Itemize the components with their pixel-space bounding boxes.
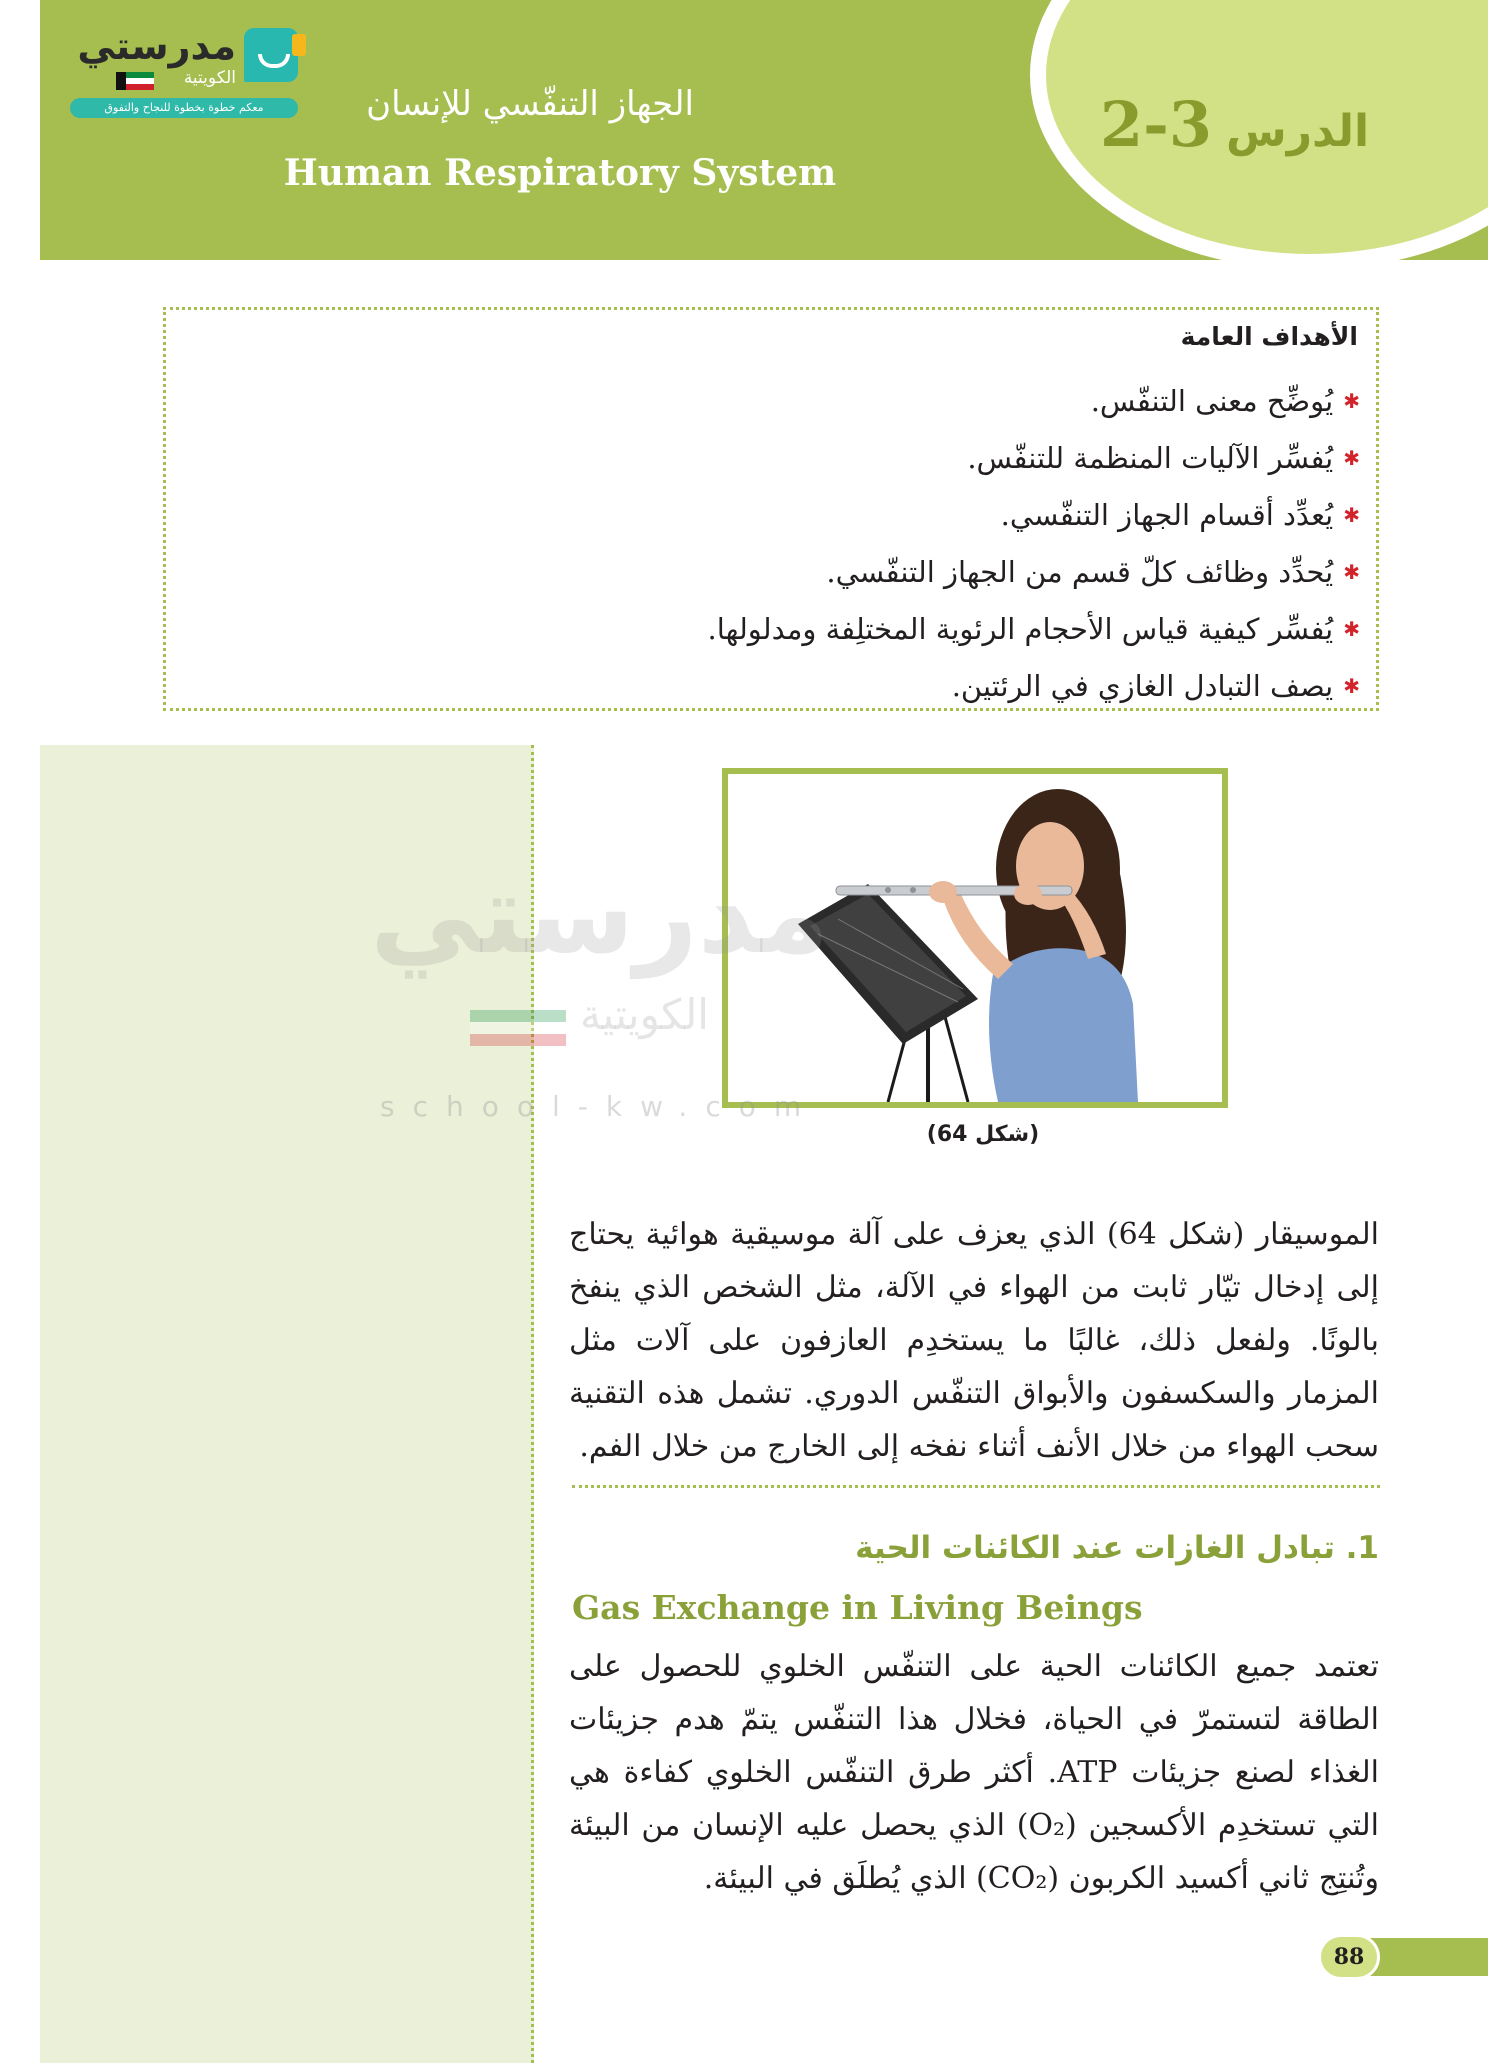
bullet-icon: ✱ [1343,445,1360,470]
logo-icon [244,28,298,82]
watermark-url: school-kw.com [380,1090,820,1123]
bullet-icon: ✱ [1343,559,1360,584]
bullet-icon: ✱ [1343,502,1360,527]
bullet-icon: ✱ [1343,673,1360,698]
logo-subtitle: الكويتية [183,68,236,88]
side-panel [40,745,534,2063]
bullet-icon: ✱ [1343,616,1360,641]
flute-player-illustration [728,774,1222,1102]
objective-item: ✱ يُفسِّر الآليات المنظمة للتنفّس. [967,440,1360,475]
objective-item: ✱ يُوضِّح معنى التنفّس. [1090,383,1360,418]
watermark-name: مدرستي [370,850,830,978]
figure-flute-player [722,768,1228,1108]
page-number: 88 [1318,1934,1380,1980]
section-divider [572,1485,1380,1488]
lesson-word: الدرس [1226,106,1370,157]
objectives-list [260,372,1360,714]
objectives-heading: الأهداف العامة [1180,322,1358,351]
brand-logo[interactable] [70,24,298,120]
logo-slogan: معكم خطوة بخطوة للنجاح والتفوق [70,98,298,118]
lesson-title-arabic: الجهاز التنفّسي للإنسان [366,84,694,124]
section-paragraph: تعتمد جميع الكائنات الحية على التنفّس الخلوي للحصول على الطاقة لتستمرّ في الحياة، فخلال هذا التنفّس يتمّ هدم جزيئات الغذاء لصنع جزيئات ATP. أكثر طرق التنفّس الخلوي كفاءة هي التي تستخدِم الأكسجين (O₂) الذي يحصل عليه الإنسان من البيئة وتُنتِج ثاني أكسيد الكربون (CO₂) الذي يُطلَق في البيئة. [569,1649,1379,1896]
figure-caption: (شكل 64) [926,1122,1040,1147]
lesson-title-english: Human Respiratory System [283,152,837,194]
objective-item: ✱ يُفسِّر كيفية قياس الأحجام الرئوية المختلِفة ومدلولها. [707,611,1360,646]
watermark-subtitle: الكويتية [580,990,709,1039]
section-title-english: Gas Exchange in Living Beings [572,1588,1143,1627]
objective-item: ✱ يُعدِّد أقسام الجهاز التنفّسي. [1000,497,1360,532]
lesson-number: 2-3 [1100,88,1213,161]
lesson-label [1100,88,1400,168]
kuwait-flag-icon [116,72,154,90]
section-title-arabic: 1. تبادل الغازات عند الكائنات الحية [855,1530,1379,1566]
objective-item: ✱ يصف التبادل الغازي في الرئتين. [951,668,1360,703]
objective-item: ✱ يُحدِّد وظائف كلّ قسم من الجهاز التنفّسي. [826,554,1360,589]
objectives-box [163,307,1379,711]
logo-name: مدرستي [77,24,236,68]
intro-paragraph: الموسيقار (شكل 64) الذي يعزف على آلة موسيقية هوائية يحتاج إلى إدخال تيّار ثابت من الهواء في الآلة، مثل الشخص الذي ينفخ بالونًا. ولفعل ذلك، غالبًا ما يستخدِم العازفون على آلات مثل المزمار والسكسفون والأبواق التنفّس الدوري. تشمل هذه التقنية سحب الهواء من خلال الأنف أثناء نفخه إلى الخارج من خلال الفم. [569,1217,1380,1464]
bullet-icon: ✱ [1343,388,1360,413]
